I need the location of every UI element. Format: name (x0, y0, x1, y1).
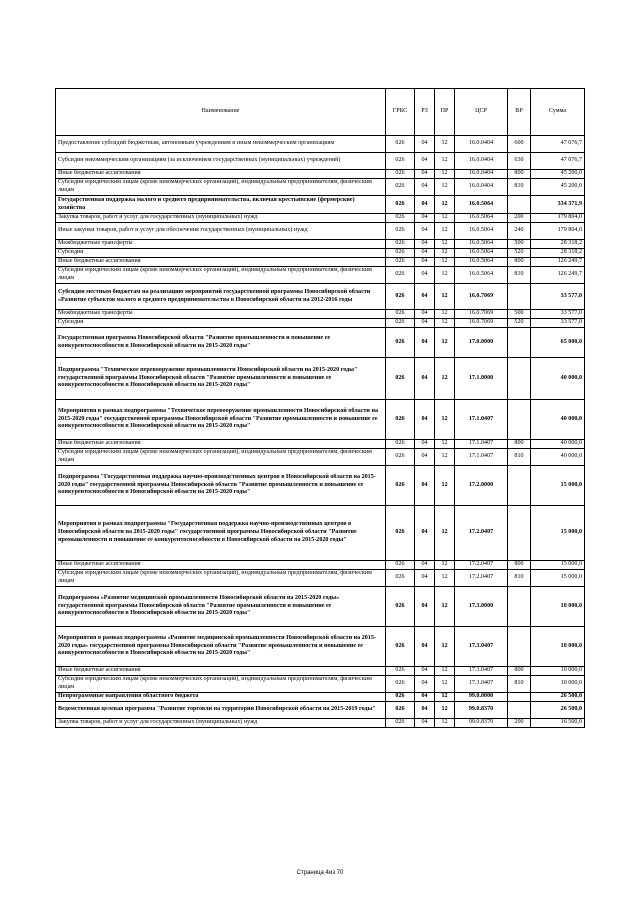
cell-csr: 17.3.0000 (455, 587, 508, 627)
cell-vr: 630 (508, 153, 531, 170)
cell-pr: 12 (435, 214, 455, 223)
cell-grbs: 026 (386, 179, 415, 196)
cell-rz: 04 (415, 702, 435, 719)
cell-rz: 04 (415, 693, 435, 702)
cell-grbs: 026 (386, 358, 415, 400)
table-row (56, 240, 585, 249)
cell-vr: 520 (508, 319, 531, 328)
cell-pr: 12 (435, 136, 455, 153)
cell-vr: 810 (508, 570, 531, 587)
cell-csr: 99.0.8370 (455, 719, 508, 728)
cell-vr: 810 (508, 179, 531, 196)
cell-pr: 12 (435, 506, 455, 561)
cell-pr: 12 (435, 627, 455, 667)
cell-grbs: 026 (386, 214, 415, 223)
table-row (56, 358, 585, 400)
cell-name: Субсидии местным бюджетам на реализацию мероприятий государственной программы Новосибирской области «Развитие субъектов малого и среднего предпринимательства в Новосибирской области на 2012-2016 годы (56, 284, 386, 310)
cell-sum: 126 249,7 (531, 258, 585, 267)
cell-csr: 17.1.0407 (455, 440, 508, 449)
cell-pr: 12 (435, 693, 455, 702)
cell-rz: 04 (415, 319, 435, 328)
cell-rz: 04 (415, 214, 435, 223)
cell-rz: 04 (415, 240, 435, 249)
cell-grbs: 026 (386, 719, 415, 728)
cell-sum: 33 577,0 (531, 284, 585, 310)
cell-vr: 810 (508, 267, 531, 284)
cell-sum: 179 804,0 (531, 223, 585, 240)
cell-rz: 04 (415, 223, 435, 240)
cell-pr: 12 (435, 249, 455, 258)
cell-vr: 800 (508, 170, 531, 179)
cell-csr: 16.0.7069 (455, 319, 508, 328)
table-row (56, 466, 585, 506)
cell-csr: 16.0.5064 (455, 196, 508, 214)
cell-csr: 16.0.0404 (455, 153, 508, 170)
cell-sum: 40 000,0 (531, 440, 585, 449)
cell-rz: 04 (415, 284, 435, 310)
cell-rz: 04 (415, 506, 435, 561)
cell-grbs: 026 (386, 561, 415, 570)
cell-vr (508, 627, 531, 667)
cell-rz: 04 (415, 170, 435, 179)
cell-csr: 16.0.5064 (455, 240, 508, 249)
cell-vr (508, 400, 531, 440)
cell-pr: 12 (435, 267, 455, 284)
cell-vr (508, 587, 531, 627)
table-row (56, 570, 585, 587)
cell-csr: 17.1.0407 (455, 449, 508, 466)
header-pr: ПР (435, 89, 455, 136)
cell-pr: 12 (435, 561, 455, 570)
header-grbs: ГРБС (386, 89, 415, 136)
cell-csr: 16.0.5064 (455, 249, 508, 258)
cell-name: Закупка товаров, работ и услуг для государственных (муниципальных) нужд (56, 214, 386, 223)
cell-sum: 28 318,2 (531, 249, 585, 258)
cell-grbs: 026 (386, 627, 415, 667)
table-body (56, 136, 585, 728)
cell-name: Субсидии (56, 319, 386, 328)
cell-name: Иные бюджетные ассигнования (56, 561, 386, 570)
cell-pr: 12 (435, 676, 455, 693)
table-row (56, 223, 585, 240)
table-row (56, 267, 585, 284)
table-row (56, 284, 585, 310)
cell-sum: 45 200,0 (531, 179, 585, 196)
cell-vr: 240 (508, 223, 531, 240)
cell-pr: 12 (435, 702, 455, 719)
cell-sum: 47 076,7 (531, 153, 585, 170)
cell-pr: 12 (435, 449, 455, 466)
cell-csr: 17.1.0000 (455, 358, 508, 400)
cell-grbs: 026 (386, 136, 415, 153)
cell-csr: 16.0.7069 (455, 310, 508, 319)
cell-pr: 12 (435, 719, 455, 728)
cell-name: Субсидии юридическим лицам (кроме некоммерческих организаций), индивидуальным предпринимателям, физическим лицам (56, 676, 386, 693)
table-row (56, 667, 585, 676)
cell-vr: 600 (508, 136, 531, 153)
cell-pr: 12 (435, 587, 455, 627)
cell-grbs: 026 (386, 440, 415, 449)
table-row (56, 170, 585, 179)
cell-sum: 10 000,0 (531, 627, 585, 667)
cell-name: Межбюджетные трансферты (56, 310, 386, 319)
cell-csr: 17.2.0407 (455, 561, 508, 570)
cell-grbs: 026 (386, 570, 415, 587)
cell-grbs: 026 (386, 667, 415, 676)
cell-grbs: 026 (386, 587, 415, 627)
cell-sum: 334 371,9 (531, 196, 585, 214)
cell-grbs: 026 (386, 249, 415, 258)
cell-vr: 800 (508, 667, 531, 676)
cell-grbs: 026 (386, 240, 415, 249)
cell-grbs: 026 (386, 284, 415, 310)
cell-pr: 12 (435, 240, 455, 249)
cell-pr: 12 (435, 319, 455, 328)
cell-grbs: 026 (386, 449, 415, 466)
table-row (56, 506, 585, 561)
cell-vr: 800 (508, 440, 531, 449)
cell-rz: 04 (415, 400, 435, 440)
cell-rz: 04 (415, 328, 435, 358)
cell-csr: 17.2.0407 (455, 506, 508, 561)
cell-name: Закупка товаров, работ и услуг для государственных (муниципальных) нужд (56, 719, 386, 728)
cell-name: Иные бюджетные ассигнования (56, 258, 386, 267)
cell-pr: 12 (435, 358, 455, 400)
cell-csr: 99.0.8370 (455, 702, 508, 719)
cell-rz: 04 (415, 267, 435, 284)
cell-vr: 810 (508, 676, 531, 693)
table-row (56, 400, 585, 440)
cell-pr: 12 (435, 570, 455, 587)
cell-pr: 12 (435, 440, 455, 449)
cell-name: Субсидии некоммерческим организациям (за исключением государственных (муниципальных) учреждений) (56, 153, 386, 170)
cell-vr (508, 328, 531, 358)
cell-sum: 16 500,0 (531, 719, 585, 728)
cell-csr: 17.2.0000 (455, 466, 508, 506)
cell-name: Предоставление субсидий бюджетным, автономным учреждениям и иным некоммерческим организациям (56, 136, 386, 153)
cell-csr: 16.0.5064 (455, 267, 508, 284)
cell-name: Межбюджетные трансферты (56, 240, 386, 249)
table-row (56, 136, 585, 153)
cell-csr: 16.0.0404 (455, 136, 508, 153)
cell-pr: 12 (435, 153, 455, 170)
header-name: Наименование (56, 89, 386, 136)
cell-csr: 17.3.0407 (455, 667, 508, 676)
cell-grbs: 026 (386, 328, 415, 358)
cell-grbs: 026 (386, 153, 415, 170)
cell-csr: 17.3.0407 (455, 676, 508, 693)
header-csr: ЦСР (455, 89, 508, 136)
cell-name: Субсидии юридическим лицам (кроме некоммерческих организаций), индивидуальным предпринимателям, физическим лицам (56, 179, 386, 196)
cell-name: Субсидии юридическим лицам (кроме некоммерческих организаций), индивидуальным предпринимателям, физическим лицам (56, 449, 386, 466)
cell-name: Государственная поддержка малого и среднего предпринимательства, включая крестьянские (фермерские) хозяйства (56, 196, 386, 214)
table-row (56, 627, 585, 667)
page-number: Страница 4из 70 (296, 870, 344, 876)
cell-vr (508, 466, 531, 506)
cell-vr: 810 (508, 449, 531, 466)
cell-rz: 04 (415, 667, 435, 676)
cell-grbs: 026 (386, 258, 415, 267)
cell-grbs: 026 (386, 676, 415, 693)
table-row (56, 702, 585, 719)
table-row (56, 258, 585, 267)
table-row (56, 676, 585, 693)
cell-csr: 17.1.0407 (455, 400, 508, 440)
cell-sum: 15 000,0 (531, 561, 585, 570)
cell-rz: 04 (415, 466, 435, 506)
cell-csr: 17.3.0407 (455, 627, 508, 667)
table-row (56, 214, 585, 223)
cell-pr: 12 (435, 258, 455, 267)
cell-rz: 04 (415, 449, 435, 466)
cell-rz: 04 (415, 358, 435, 400)
table-row (56, 319, 585, 328)
table-row (56, 693, 585, 702)
cell-rz: 04 (415, 676, 435, 693)
cell-rz: 04 (415, 153, 435, 170)
cell-rz: 04 (415, 258, 435, 267)
cell-grbs: 026 (386, 267, 415, 284)
cell-sum: 10 000,0 (531, 587, 585, 627)
cell-name: Подпрограмма «Развитие медицинской промышленности Новосибирской области на 2015-2020 годы» государственной программы Новосибирской области "Развитие промышленности и повышение ее конкурентоспособности в Новосибирской области на 2015-2020 годы" (56, 587, 386, 627)
cell-sum: 40 000,0 (531, 400, 585, 440)
cell-vr: 520 (508, 249, 531, 258)
cell-name: Субсидии юридическим лицам (кроме некоммерческих организаций), индивидуальным предпринимателям, физическим лицам (56, 267, 386, 284)
cell-name: Субсидии юридическим лицам (кроме некоммерческих организаций), индивидуальным предпринимателям, физическим лицам (56, 570, 386, 587)
cell-pr: 12 (435, 466, 455, 506)
table-row (56, 153, 585, 170)
cell-vr: 200 (508, 214, 531, 223)
cell-sum: 26 500,0 (531, 702, 585, 719)
cell-pr: 12 (435, 310, 455, 319)
cell-sum: 40 000,0 (531, 449, 585, 466)
cell-sum: 15 000,0 (531, 570, 585, 587)
table-row (56, 179, 585, 196)
cell-grbs: 026 (386, 400, 415, 440)
header-sum: Сумма (531, 89, 585, 136)
table-row (56, 449, 585, 466)
cell-csr: 16.0.0404 (455, 179, 508, 196)
cell-name: Мероприятия в рамках подпрограммы "Государственная поддержка научно-производственных центров в Новосибирской области на 2015-2020 годы" государственной программы Новосибирской области "Развитие промышленности и повышение ее конкурентоспособности в Новосибирской области на 2015-2020 годы" (56, 506, 386, 561)
table-row (56, 440, 585, 449)
cell-rz: 04 (415, 719, 435, 728)
cell-rz: 04 (415, 179, 435, 196)
table-row (56, 196, 585, 214)
cell-pr: 12 (435, 196, 455, 214)
cell-sum: 47 076,7 (531, 136, 585, 153)
cell-sum: 28 318,2 (531, 240, 585, 249)
cell-csr: 17.0.0000 (455, 328, 508, 358)
cell-sum: 26 500,0 (531, 693, 585, 702)
cell-sum: 33 577,0 (531, 319, 585, 328)
cell-grbs: 026 (386, 506, 415, 561)
cell-vr: 800 (508, 561, 531, 570)
cell-name: Непрограммные направления областного бюджета (56, 693, 386, 702)
cell-vr (508, 702, 531, 719)
cell-sum: 10 000,0 (531, 676, 585, 693)
table-header-row (56, 89, 585, 136)
cell-sum: 33 577,0 (531, 310, 585, 319)
cell-vr: 200 (508, 719, 531, 728)
cell-vr (508, 506, 531, 561)
cell-csr: 16.0.7069 (455, 284, 508, 310)
cell-grbs: 026 (386, 223, 415, 240)
cell-rz: 04 (415, 561, 435, 570)
cell-rz: 04 (415, 310, 435, 319)
cell-grbs: 026 (386, 466, 415, 506)
header-rz: РЗ (415, 89, 435, 136)
cell-pr: 12 (435, 223, 455, 240)
cell-csr: 16.0.5064 (455, 223, 508, 240)
cell-csr: 16.0.5064 (455, 214, 508, 223)
table-row (56, 310, 585, 319)
cell-name: Ведомственная целевая программа "Развитие торговли на территории Новосибирской области на 2015-2019 годы" (56, 702, 386, 719)
cell-sum: 15 000,0 (531, 506, 585, 561)
cell-grbs: 026 (386, 310, 415, 319)
cell-csr: 16.0.0404 (455, 170, 508, 179)
table-row (56, 587, 585, 627)
cell-rz: 04 (415, 249, 435, 258)
cell-pr: 12 (435, 284, 455, 310)
cell-vr (508, 196, 531, 214)
header-vr: ВР (508, 89, 531, 136)
cell-rz: 04 (415, 136, 435, 153)
cell-rz: 04 (415, 196, 435, 214)
table-row (56, 561, 585, 570)
cell-name: Субсидии (56, 249, 386, 258)
cell-pr: 12 (435, 179, 455, 196)
cell-sum: 179 804,0 (531, 214, 585, 223)
cell-sum: 65 000,0 (531, 328, 585, 358)
cell-name: Подпрограмма "Техническое перевооружение промышленности Новосибирской области на 2015-2020 годы" государственной программы Новосибирской области "Развитие промышленности и повышение ее конкурентоспособности в Новосибирской области на 2015-2020 годы" (56, 358, 386, 400)
cell-sum: 45 200,0 (531, 170, 585, 179)
cell-sum: 15 000,0 (531, 466, 585, 506)
cell-pr: 12 (435, 400, 455, 440)
cell-rz: 04 (415, 627, 435, 667)
cell-grbs: 026 (386, 702, 415, 719)
cell-sum: 126 249,7 (531, 267, 585, 284)
cell-vr (508, 284, 531, 310)
budget-table (55, 88, 585, 728)
cell-rz: 04 (415, 587, 435, 627)
cell-vr: 500 (508, 240, 531, 249)
cell-rz: 04 (415, 570, 435, 587)
cell-vr: 500 (508, 310, 531, 319)
cell-csr: 99.0.0000 (455, 693, 508, 702)
cell-name: Государственная программа Новосибирской области "Развитие промышленности и повышение ее конкурентоспособности в Новосибирской области на 2015-2020 годы" (56, 328, 386, 358)
cell-name: Иные бюджетные ассигнования (56, 170, 386, 179)
table-row (56, 249, 585, 258)
cell-vr: 800 (508, 258, 531, 267)
cell-grbs: 026 (386, 319, 415, 328)
cell-pr: 12 (435, 667, 455, 676)
cell-pr: 12 (435, 328, 455, 358)
cell-grbs: 026 (386, 693, 415, 702)
cell-grbs: 026 (386, 170, 415, 179)
cell-csr: 16.0.5064 (455, 258, 508, 267)
cell-vr (508, 693, 531, 702)
cell-name: Иные бюджетные ассигнования (56, 440, 386, 449)
table-row (56, 328, 585, 358)
cell-name: Иные бюджетные ассигнования (56, 667, 386, 676)
cell-vr (508, 358, 531, 400)
cell-rz: 04 (415, 440, 435, 449)
cell-name: Иные закупки товаров, работ и услуг для обеспечения государственных (муниципальных) нужд (56, 223, 386, 240)
cell-csr: 17.2.0407 (455, 570, 508, 587)
cell-name: Мероприятия в рамках подпрограммы «Развитие медицинской промышленности Новосибирской области на 2015-2020 годы» государственной программы Новосибирской области "Развитие промышленности и повышение ее конкурентоспособности в Новосибирской области на 2015-2020 годы" (56, 627, 386, 667)
table-row (56, 719, 585, 728)
cell-sum: 10 000,0 (531, 667, 585, 676)
cell-sum: 40 000,0 (531, 358, 585, 400)
cell-name: Мероприятия в рамках подпрограммы "Техническое перевооружение промышленности Новосибирской области на 2015-2020 годы" государственной программы Новосибирской области "Развитие промышленности и повышение ее конкурентоспособности в Новосибирской области на 2015-2020 годы" (56, 400, 386, 440)
cell-name: Подпрограмма "Государственная поддержка научно-производственных центров в Новосибирской области на 2015-2020 годы" государственной программы Новосибирской области "Развитие промышленности и повышение ее конкурентоспособности в Новосибирской области на 2015-2020 годы" (56, 466, 386, 506)
cell-pr: 12 (435, 170, 455, 179)
cell-grbs: 026 (386, 196, 415, 214)
